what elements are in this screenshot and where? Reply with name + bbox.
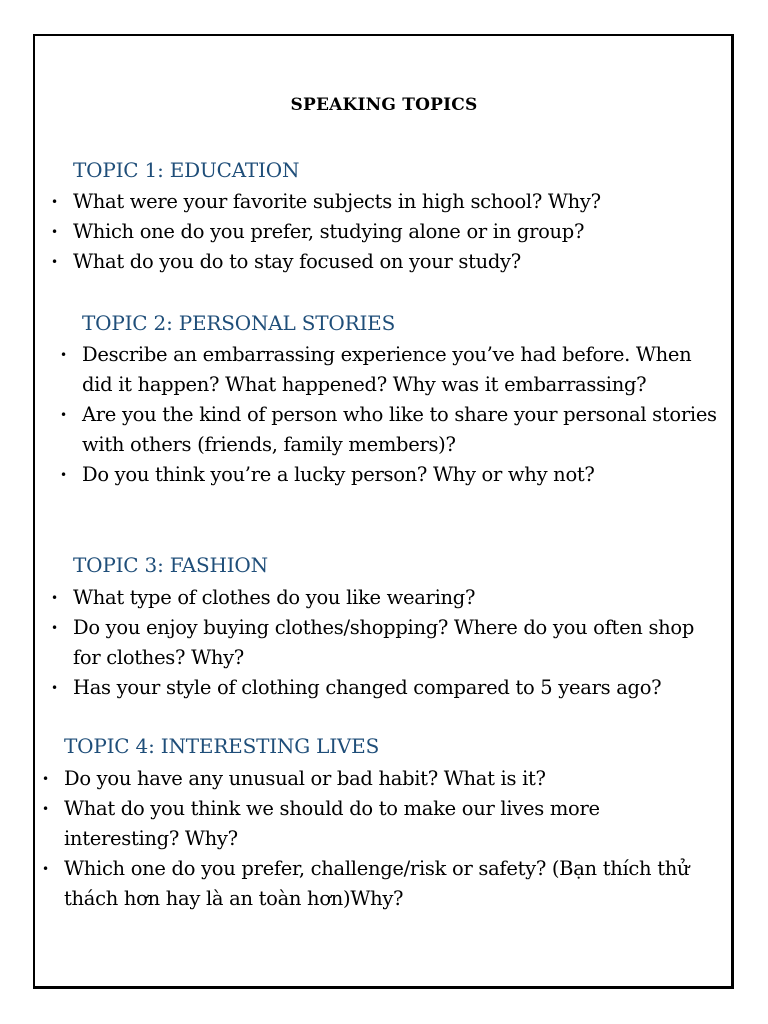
list-item <box>51 673 723 703</box>
question-text: What type of clothes do you like wearing? <box>73 586 476 609</box>
bullet-icon: • <box>51 591 58 605</box>
list-item <box>42 764 704 794</box>
list-item <box>51 247 753 277</box>
list-item <box>42 854 704 914</box>
question-text: What were your favorite subjects in high school? Why? <box>73 190 601 213</box>
topic-heading: TOPIC 1: EDUCATION <box>73 158 300 182</box>
list-item <box>51 217 753 247</box>
bullet-icon: • <box>60 408 67 422</box>
list-item <box>60 400 722 460</box>
topic-heading: TOPIC 2: PERSONAL STORIES <box>82 311 396 335</box>
bullet-icon: • <box>42 772 49 786</box>
question-text: Describe an embarrassing experience you’ve had before. When did it happen? What happened? Why was it embarrassing? <box>82 343 692 396</box>
bullet-icon: • <box>51 621 58 635</box>
topic-heading: TOPIC 4: INTERESTING LIVES <box>64 734 380 758</box>
list-item <box>60 460 722 490</box>
document-title: SPEAKING TOPICS <box>290 95 478 115</box>
question-text: What do you think we should do to make our lives more interesting? Why? <box>64 797 600 850</box>
list-item <box>51 583 723 613</box>
question-text: Has your style of clothing changed compared to 5 years ago? <box>73 676 662 699</box>
list-item <box>51 187 753 217</box>
bullet-icon: • <box>51 195 58 209</box>
question-list <box>60 340 722 490</box>
bullet-icon: • <box>42 802 49 816</box>
question-list <box>51 583 723 703</box>
question-text: Which one do you prefer, studying alone or in group? <box>73 220 585 243</box>
question-list <box>51 187 753 277</box>
bullet-icon: • <box>51 681 58 695</box>
bullet-icon: • <box>60 468 67 482</box>
question-list <box>42 764 704 914</box>
question-text: Do you have any unusual or bad habit? What is it? <box>64 767 546 790</box>
question-text: Do you think you’re a lucky person? Why or why not? <box>82 463 595 486</box>
topic-heading: TOPIC 3: FASHION <box>73 553 268 577</box>
bullet-icon: • <box>42 862 49 876</box>
question-text: Which one do you prefer, challenge/risk or safety? (Bạn thích thử thách hơn hay là an toàn hơn)Why? <box>64 857 690 910</box>
list-item <box>51 613 723 673</box>
question-text: What do you do to stay focused on your study? <box>73 250 521 273</box>
question-text: Do you enjoy buying clothes/shopping? Where do you often shop for clothes? Why? <box>73 616 695 669</box>
question-text: Are you the kind of person who like to share your personal stories with others (friends, family members)? <box>82 403 717 456</box>
list-item <box>60 340 722 400</box>
bullet-icon: • <box>60 348 67 362</box>
bullet-icon: • <box>51 255 58 269</box>
bullet-icon: • <box>51 225 58 239</box>
list-item <box>42 794 704 854</box>
